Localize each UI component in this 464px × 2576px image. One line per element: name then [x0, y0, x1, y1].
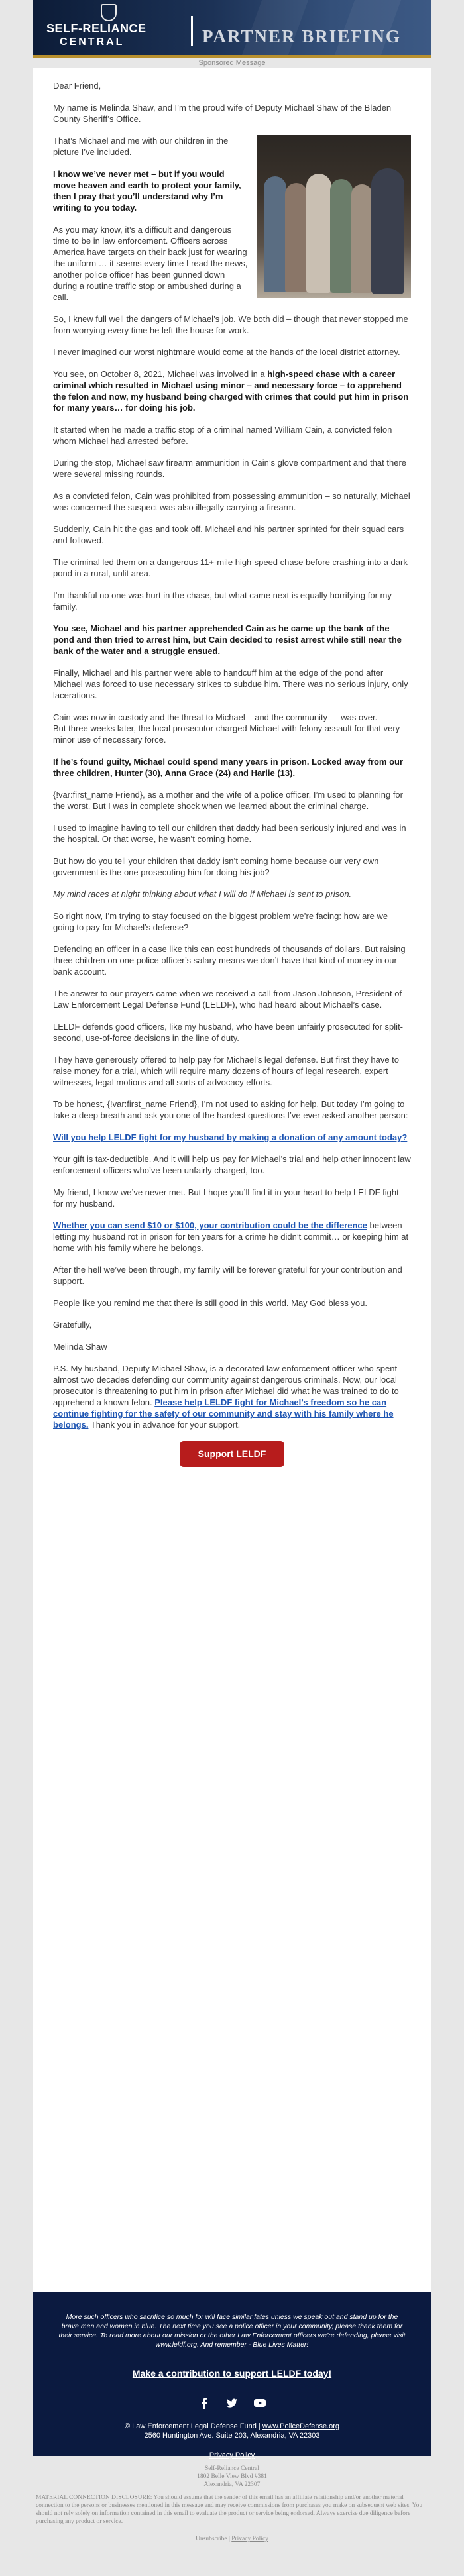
paragraph: My name is Melinda Shaw, and I’m the proud wife of Deputy Michael Shaw of the Bladen County Sheriff’s Office.	[53, 103, 392, 124]
footer-address-block	[57, 2422, 407, 2440]
org-address: 2560 Huntington Ave. Suite 203, Alexandria, VA 22303	[144, 2432, 320, 2440]
text: P.S. My husband, Deputy Michael Shaw, is a decorated law enforcement officer who spent almost two decades defending our community against dangerous criminals. Now, our local prosecutor is threatening to put him in prison after Michael did what he was trained to do to apprehend a known felon.	[53, 1364, 399, 1407]
footer-disclaimer: More such officers who sacrifice so much for will face similar fates unless we speak out and stand up for the brave men and women in blue. The next time you see a police officer in your community, please thank them for their service. To read more about our mission or the other Law Enforcement officers we’re defending, please visit www.leldf.org. And remember - Blue Lives Matter!	[58, 2313, 406, 2349]
paragraph: As a convicted felon, Cain was prohibited from possessing ammunition – so naturally, Michael was concerned the suspect was also illegally carrying a firearm.	[53, 491, 410, 512]
paragraph: I never imagined our worst nightmare would come at the hands of the local district attorney.	[53, 347, 400, 357]
header-divider	[191, 16, 193, 46]
sender-info	[33, 2465, 431, 2543]
paragraph	[53, 756, 411, 778]
text: But three weeks later, the local prosecutor charged Michael with felony assault for that very minor use of necessary force.	[53, 724, 400, 745]
paragraph: They have generously offered to help pay for Michael’s legal defense. But first they have to raise money for a trial, which will require many dozens of hours of legal research, expert witnesses, legal motions and all sorts of advocacy efforts.	[53, 1055, 399, 1087]
material-disclosure: MATERIAL CONNECTION DISCLOSURE: You should assume that the sender of this email has an affiliate relationship and/or another material connection to the persons or businesses mentioned in this message and may receive commissions from purchases you make on subsequent web sites. You should not rely solely on information contained in this email to evaluate the product or service being endorsed. Always exercise due diligence before purchasing any product or service.	[36, 2495, 423, 2525]
paragraph	[53, 1220, 411, 1254]
paragraph: To be honest, {!var:first_name Friend}, I’m not used to asking for help. But today I’m going to take a deep breath and ask you one of the hardest questions I’ve ever asked another person:	[53, 1099, 408, 1120]
paragraph: I’m thankful no one was hurt in the chase, but what came next is equally horrifying for my family.	[53, 590, 392, 612]
paragraph: After the hell we’ve been through, my family will be forever grateful for your contribution and support.	[53, 1265, 402, 1286]
brand-name-line2: CENTRAL	[60, 36, 125, 48]
person-figure	[330, 179, 353, 293]
closing: Gratefully,	[53, 1320, 92, 1330]
person-figure	[264, 176, 286, 292]
paragraph: People like you remind me that there is still good in this world. May God bless you.	[53, 1298, 368, 1308]
youtube-icon[interactable]	[253, 2396, 266, 2410]
bottom-privacy-link[interactable]: Privacy Policy	[231, 2536, 268, 2542]
bold-text: I know we’ve never met – but if you would move heaven and earth to protect your family, then I pray that you’ll understand why I’m writing to you today.	[53, 169, 241, 213]
brand-name-line1: SELF-RELIANCE	[46, 22, 146, 35]
header-title: PARTNER BRIEFING	[202, 27, 401, 46]
paragraph: Defending an officer in a case like this can cost hundreds of thousands of dollars. But raising three children on one police officer’s salary means we don’t have that kind of money in our bank account.	[53, 944, 406, 977]
contribution-link[interactable]: Whether you can send $10 or $100, your contribution could be the difference	[53, 1220, 367, 1230]
donate-link[interactable]: Will you help LELDF fight for my husband by making a donation of any amount today?	[53, 1132, 408, 1142]
footer	[33, 2292, 431, 2459]
bold-text: If he’s found guilty, Michael could spend many years in prison. Locked away from our three children, Hunter (30), Anna Grace (24) and Harlie (13).	[53, 757, 404, 778]
letter-body	[33, 68, 431, 2292]
sender-city: Alexandria, VA 22307	[203, 2481, 261, 2488]
greeting: Dear Friend,	[53, 81, 101, 91]
paragraph: But how do you tell your children that daddy isn’t coming home because our very own government is the one prosecuting him for doing his job?	[53, 856, 379, 877]
paragraph	[53, 888, 411, 900]
social-links	[57, 2396, 407, 2411]
paragraph: LELDF defends good officers, like my husband, who have been unfairly prosecuted for split-second, use-of-force decisions in the line of duty.	[53, 1022, 404, 1043]
unsubscribe-link[interactable]: Unsubscribe	[196, 2536, 227, 2542]
person-figure	[285, 183, 308, 292]
paragraph: So right now, I’m trying to stay focused on the biggest problem we’re facing: how are we going to pay for Michael’s defense?	[53, 911, 388, 932]
person-figure	[306, 174, 331, 293]
paragraph: It started when he made a traffic stop of a criminal named William Cain, a convicted felon whom Michael had arrested before.	[53, 425, 392, 446]
twitter-icon[interactable]	[225, 2396, 239, 2410]
button-wrap	[53, 1441, 411, 1467]
bold-text: You see, Michael and his partner apprehended Cain as he came up the bank of the pond and then tried to arrest him, but Cain decided to resist arrest while still near the bank of the water and a struggle ensued.	[53, 623, 402, 656]
sponsored-label: Sponsored Message	[198, 59, 266, 67]
paragraph: As you may know, it’s a difficult and dangerous time to be in law enforcement. Officers across America have targets on their back just for wearing the uniform … it seems every time I read the news, another police officer has been gunned down during a routine traffic stop or ambushed during a call.	[53, 225, 248, 302]
footer-contribute-link[interactable]: Make a contribution to support LELDF today!	[132, 2368, 332, 2379]
paragraph: The answer to our prayers came when we received a call from Jason Johnson, President of Law Enforcement Legal Defense Fund (LELDF), who had heard about Michael’s case.	[53, 989, 402, 1010]
text: Cain was now in custody and the threat to Michael – and the community — was over.	[53, 712, 378, 722]
ps-link[interactable]: Please help LELDF fight for Michael’s freedom so he can continue fighting for the safety of our community and stay with his family where he belongs.	[53, 1397, 394, 1430]
paragraph: Finally, Michael and his partner were able to handcuff him at the edge of the pond after Michael was forced to use necessary strikes to subdue him. There was no serious injury, only lacerations.	[53, 668, 408, 700]
org-website-link[interactable]: www.PoliceDefense.org	[262, 2422, 340, 2430]
paragraph: That’s Michael and me with our children in the picture I’ve included.	[53, 136, 229, 157]
footer-privacy-link[interactable]: Privacy Policy	[209, 2451, 255, 2459]
signature: Melinda Shaw	[53, 1342, 107, 1352]
paragraph: Your gift is tax-deductible. And it will help us pay for Michael’s trial and help other innocent law enforcement officers who’ve been unfairly charged, too.	[53, 1154, 411, 1175]
person-figure	[371, 168, 404, 294]
support-button[interactable]: Support LELDF	[180, 1441, 285, 1467]
paragraph	[53, 1132, 411, 1143]
header-banner	[33, 0, 431, 58]
paragraph: I used to imagine having to tell our children that daddy had been seriously injured and was in the hospital. Or that worse, he wasn’t coming home.	[53, 823, 406, 844]
paragraph: During the stop, Michael saw firearm ammunition in Cain’s glove compartment and that there were several missing rounds.	[53, 458, 407, 479]
shield-logo-icon	[101, 4, 117, 21]
paragraph	[53, 623, 411, 657]
italic-text: My mind races at night thinking about what I will do if Michael is sent to prison.	[53, 889, 352, 899]
sender-name: Self-Reliance Central	[204, 2465, 260, 2472]
org-line: © Law Enforcement Legal Defense Fund |	[124, 2422, 262, 2430]
text: You see, on October 8, 2021, Michael was involved in a	[53, 369, 268, 379]
paragraph: My friend, I know we’ve never met. But I hope you’ll find it in your heart to help LELDF fight for my husband.	[53, 1187, 399, 1208]
postscript	[53, 1363, 411, 1430]
paragraph: So, I knew full well the dangers of Michael’s job. We both did – though that never stopped me from worrying every time he left the house for work.	[53, 314, 408, 335]
paragraph	[53, 368, 411, 413]
text: Thank you in advance for your support.	[88, 1420, 241, 1430]
family-photo	[257, 135, 411, 298]
person-figure	[351, 184, 373, 293]
unsubscribe-row: Unsubscribe | Privacy Policy	[196, 2536, 268, 2542]
paragraph: {!var:first_name Friend}, as a mother and the wife of a police officer, I’m used to planning for the worst. But I was in complete shock when we learned about the criminal charge.	[53, 790, 403, 811]
facebook-icon[interactable]	[198, 2396, 211, 2410]
paragraph: The criminal led them on a dangerous 11+-mile high-speed chase before crashing into a dark pond in a rural, unlit area.	[53, 557, 408, 578]
paragraph: Suddenly, Cain hit the gas and took off. Michael and his partner sprinted for their squad cars and followed.	[53, 524, 404, 545]
sender-street: 1802 Belle View Blvd #381	[197, 2473, 267, 2480]
text: between letting my husband rot in prison for ten years for a crime he didn’t commit… or keeping him at home with his family where he belongs.	[53, 1220, 409, 1253]
paragraph	[53, 712, 411, 745]
bold-text: high-speed chase with a career criminal which resulted in Michael using minor – and necessary force – to apprehend the felon and now, my husband being charged with crimes that could put him in prison for many years… for doing his job.	[53, 369, 409, 413]
